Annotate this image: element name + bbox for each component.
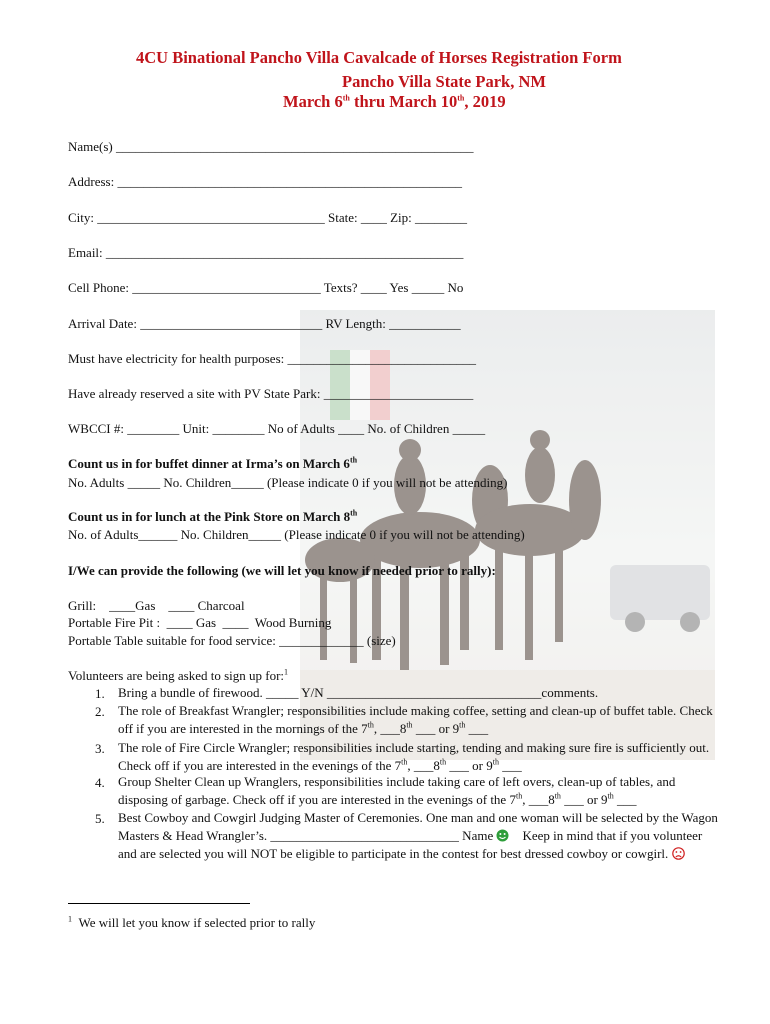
footnote: $^1$ We will let you know if selected prior to rally bbox=[68, 914, 316, 930]
volunteer-breakfast-wrangler[interactable]: The role of Breakfast Wrangler; responsibilities include making coffee, setting and clean-up of buffet table. Check off if you are interested in the mornings of the 7th, ___8th ___ or 9th ___ bbox=[118, 703, 713, 736]
cell-phone-field[interactable]: Cell Phone: _____________________________ Texts? ____ Yes _____ No bbox=[68, 280, 464, 295]
list-number: 5. bbox=[95, 811, 105, 826]
grill-field[interactable]: Grill: ____Gas ____ Charcoal bbox=[68, 598, 245, 613]
sad-face-icon bbox=[672, 847, 685, 860]
footnote-rule bbox=[68, 903, 250, 904]
address-field[interactable]: Address: _____________________________________________________ bbox=[68, 174, 462, 189]
names-field[interactable]: Name(s) _______________________________________________________ bbox=[68, 139, 474, 154]
reserved-site-field[interactable]: Have already reserved a site with PV State Park: _______________________ bbox=[68, 386, 474, 401]
lunch-count-field[interactable]: No. of Adults______ No. Children_____ (Please indicate 0 if you will not be attending) bbox=[68, 527, 525, 542]
portable-table-field[interactable]: Portable Table suitable for food service: _____________ (size) bbox=[68, 633, 396, 648]
email-field[interactable]: Email: _______________________________________________________ bbox=[68, 245, 464, 260]
wbcci-field[interactable]: WBCCI #: ________ Unit: ________ No of Adults ____ No. of Children _____ bbox=[68, 421, 486, 436]
list-number: 2. bbox=[95, 704, 105, 719]
lunch-heading: Count us in for lunch at the Pink Store on March 8th bbox=[68, 508, 358, 524]
happy-face-icon bbox=[496, 829, 509, 842]
fire-pit-field[interactable]: Portable Fire Pit : ____ Gas ____ Wood Burning bbox=[68, 615, 332, 630]
form-title: 4CU Binational Pancho Villa Cavalcade of Horses Registration Form bbox=[136, 48, 622, 67]
volunteer-firewood[interactable]: Bring a bundle of firewood. _____ Y/N _________________________________comments. bbox=[118, 685, 599, 700]
arrival-rv-field[interactable]: Arrival Date: ____________________________ RV Length: ___________ bbox=[68, 316, 461, 331]
provide-heading: I/We can provide the following (we will let you know if needed prior to rally): bbox=[68, 563, 496, 578]
list-number: 3. bbox=[95, 741, 105, 756]
city-state-zip-field[interactable]: City: ___________________________________ State: ____ Zip: ________ bbox=[68, 210, 468, 225]
electricity-field[interactable]: Must have electricity for health purposes: _____________________________ bbox=[68, 351, 476, 366]
volunteer-shelter-cleanup[interactable]: Group Shelter Clean up Wranglers, responsibilities include taking care of left overs, clean-up of tables, and disposing of garbage. Check off if you are interested in the evenings of the 7th, ___8th ___ or 9th ___ bbox=[118, 774, 676, 807]
volunteers-intro: Volunteers are being asked to sign up for:$^1$ bbox=[68, 667, 289, 683]
list-number: 4. bbox=[95, 775, 105, 790]
form-location: Pancho Villa State Park, NM bbox=[342, 72, 546, 91]
volunteer-best-cowboy-cowgirl[interactable]: Best Cowboy and Cowgirl Judging Master of Ceremonies. One man and one woman will be selected by the Wagon Masters & Head Wrangler’s. _____________________________ Name Keep in mind that if you volunteer and are selected you will NOT be eligible to participate in the contest for best dressed cowboy or cowgirl. bbox=[118, 810, 718, 861]
dinner-heading: Count us in for buffet dinner at Irma’s on March 6th bbox=[68, 455, 358, 471]
list-number: 1. bbox=[95, 686, 105, 701]
volunteer-fire-circle-wrangler[interactable]: The role of Fire Circle Wrangler; responsibilities include starting, tending and making sure fire is sufficiently out. Check off if you are interested in the evenings of the 7th, ___8th ___ or 9th ___ bbox=[118, 740, 710, 773]
form-dates: March 6th thru March 10th, 2019 bbox=[283, 92, 506, 111]
dinner-count-field[interactable]: No. Adults _____ No. Children_____ (Please indicate 0 if you will not be attending) bbox=[68, 475, 508, 490]
